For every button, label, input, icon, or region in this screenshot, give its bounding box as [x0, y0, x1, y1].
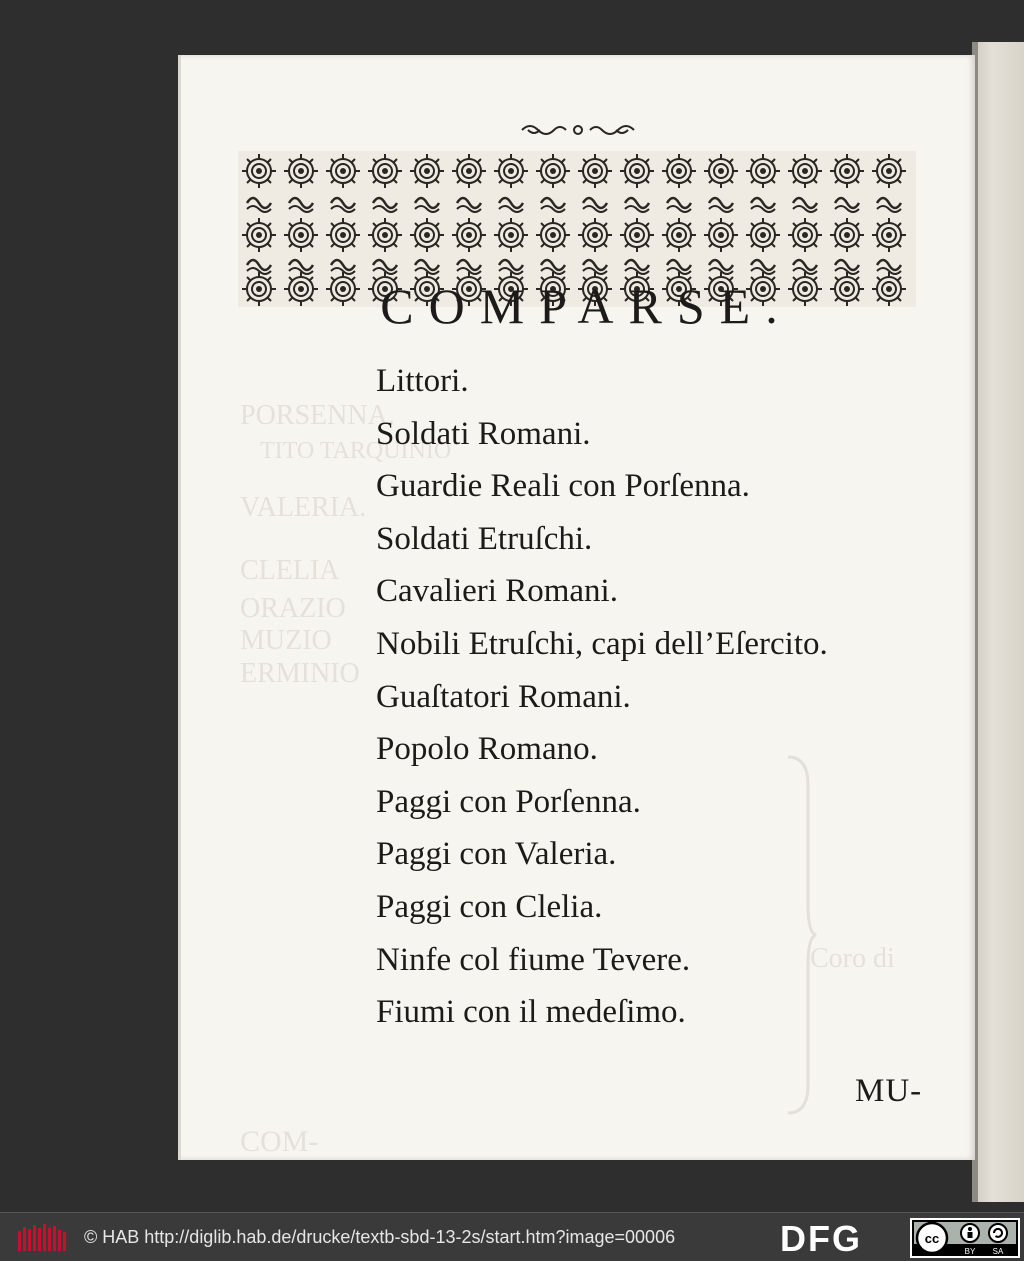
- by-label: BY: [964, 1247, 976, 1256]
- extras-list: [376, 355, 828, 1039]
- tailpiece-ornament: [518, 118, 638, 142]
- catchword: MU-: [855, 1073, 923, 1109]
- list-item: Paggi con Valeria.: [376, 836, 617, 873]
- copyright-link[interactable]: © HAB http://diglib.hab.de/drucke/textb-sbd-13-2s/start.htm?image=00006: [84, 1227, 676, 1247]
- dfg-logo-icon[interactable]: [778, 1221, 896, 1255]
- cc-icon: [917, 1223, 947, 1253]
- document-page: PORSENNA. TITO TARQUINIO VALERIA. CLELIA ORAZIO MUZIO ERMINIO Coro di COM- COMPARSE. Littori. Soldati Romani. Guardie Reali con Porſenna. Soldati Etruſchi. Cavalieri Romani. Nobili Etruſchi, capi dell’Eſercito. Guaſtatori Romani. Popolo Romano. Paggi con Porſenna. Paggi con Valeria. Paggi con Clelia. Ninfe col fiume Tevere. Fiumi con il medeſimo. MU-: [178, 55, 975, 1160]
- list-item: Cavalieri Romani.: [376, 573, 618, 610]
- list-item: Guardie Reali con Porſenna.: [376, 468, 750, 505]
- sa-label: SA: [992, 1247, 1004, 1256]
- list-item: Soldati Etruſchi.: [376, 520, 593, 557]
- page-title: COMPARSE.: [380, 278, 793, 334]
- list-item: Ninfe col fiume Tevere.: [376, 941, 691, 978]
- list-item: Paggi con Clelia.: [376, 888, 603, 925]
- cc-license-badge[interactable]: [910, 1218, 1020, 1258]
- list-item: Guaſtatori Romani.: [376, 678, 631, 715]
- list-item: Littori.: [376, 363, 469, 399]
- svg-text:cc: cc: [924, 1231, 940, 1246]
- viewer-footer: [0, 1212, 1024, 1261]
- hab-logo-icon[interactable]: [18, 1223, 66, 1253]
- facing-page-edge: [972, 42, 1024, 1202]
- svg-text:DFG: DFG: [780, 1221, 862, 1255]
- list-item: Fiumi con il medeſimo.: [376, 994, 686, 1031]
- list-item: Popolo Romano.: [376, 731, 598, 768]
- list-item: Paggi con Porſenna.: [376, 783, 641, 820]
- sa-icon: [989, 1224, 1007, 1242]
- list-item: Soldati Romani.: [376, 415, 591, 452]
- by-icon: [961, 1224, 979, 1242]
- list-item: Nobili Etruſchi, capi dell’Eſercito.: [376, 625, 828, 662]
